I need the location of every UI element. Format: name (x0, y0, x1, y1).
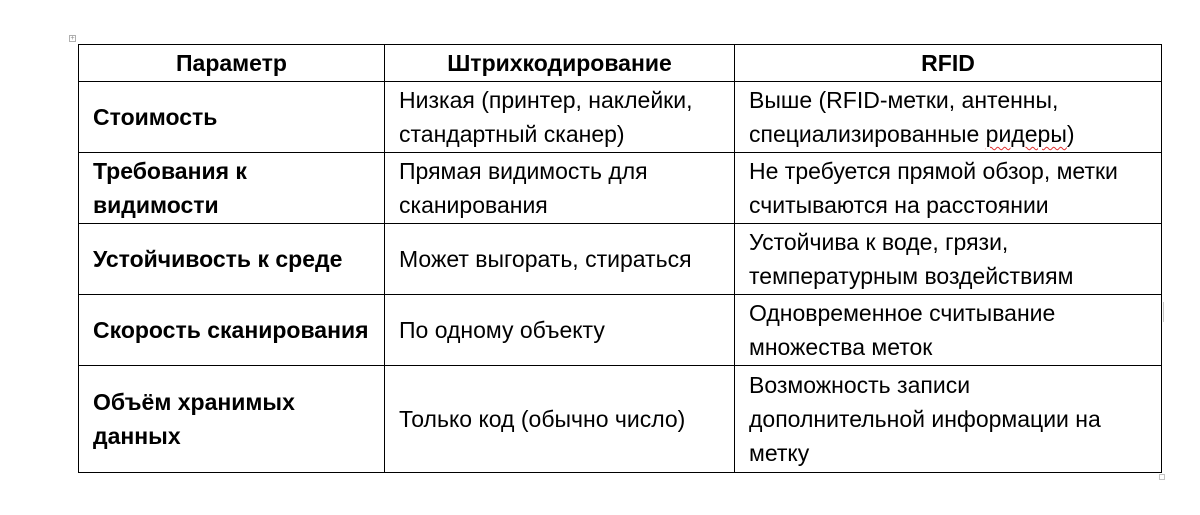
cell-rfid-speed[interactable]: Одновременное считывание множества меток (735, 295, 1162, 366)
table-row (79, 366, 1162, 473)
table-row (79, 153, 1162, 224)
table-header-row (79, 45, 1162, 82)
cell-param-data[interactable]: Объём хранимых данных (79, 366, 385, 473)
spellcheck-marked-word[interactable]: ридеры (985, 121, 1067, 147)
cell-rfid-data[interactable]: Возможность записи дополнительной информации на метку (735, 366, 1162, 473)
cell-rfid-environment[interactable]: Устойчива к воде, грязи, температурным воздействиям (735, 224, 1162, 295)
cell-rfid-cost[interactable] (735, 82, 1162, 153)
table-row (79, 295, 1162, 366)
header-rfid[interactable]: RFID (735, 45, 1162, 82)
table-resize-handle-icon[interactable] (1159, 474, 1165, 480)
cell-param-environment[interactable]: Устойчивость к среде (79, 224, 385, 295)
cell-rfid-cost-text: Выше (RFID-метки, антенны, специализированные (749, 87, 1059, 147)
cell-param-visibility[interactable]: Требования к видимости (79, 153, 385, 224)
table-move-handle-icon[interactable]: + (70, 35, 75, 42)
cell-param-speed[interactable]: Скорость сканирования (79, 295, 385, 366)
comparison-table (78, 44, 1162, 473)
header-parameter[interactable]: Параметр (79, 45, 385, 82)
table-row (79, 82, 1162, 153)
cell-barcode-environment[interactable]: Может выгорать, стираться (385, 224, 735, 295)
header-barcode[interactable]: Штрихкодирование (385, 45, 735, 82)
cell-param-cost[interactable]: Стоимость (79, 82, 385, 153)
table-row (79, 224, 1162, 295)
cell-barcode-data[interactable]: Только код (обычно число) (385, 366, 735, 473)
cell-rfid-visibility[interactable]: Не требуется прямой обзор, метки считываются на расстоянии (735, 153, 1162, 224)
cell-barcode-speed[interactable]: По одному объекту (385, 295, 735, 366)
cell-barcode-visibility[interactable]: Прямая видимость для сканирования (385, 153, 735, 224)
cell-barcode-cost[interactable]: Низкая (принтер, наклейки, стандартный сканер) (385, 82, 735, 153)
cell-rfid-cost-tail: ) (1066, 121, 1075, 147)
